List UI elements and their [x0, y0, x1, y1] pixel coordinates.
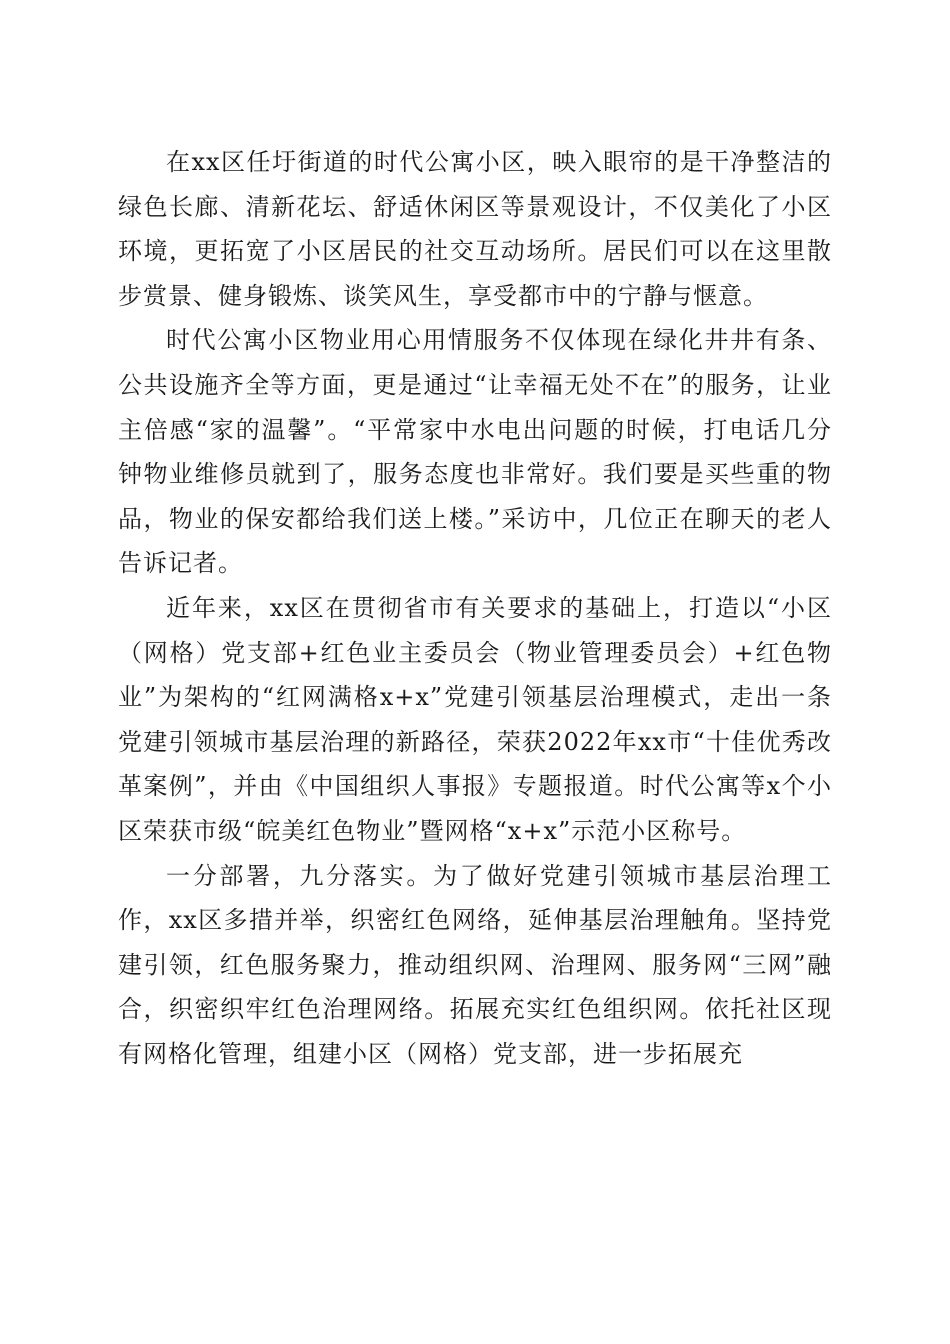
- document-body: [118, 140, 832, 1076]
- paragraph-3: 近年来，xx区在贯彻省市有关要求的基础上，打造以“小区（网格）党支部+红色业主委员会（物业管理委员会）+红色物业”为架构的“红网满格x+x”党建引领基层治理模式，走出一条党建引领城市基层治理的新路径，荣获2022年xx市“十佳优秀改革案例”，并由《中国组织人事报》专题报道。时代公寓等x个小区荣获市级“皖美红色物业”暨网格“x+x”示范小区称号。: [118, 593, 832, 845]
- paragraph-1: 在xx区任圩街道的时代公寓小区，映入眼帘的是干净整洁的绿色长廊、清新花坛、舒适休闲区等景观设计，不仅美化了小区环境，更拓宽了小区居民的社交互动场所。居民们可以在这里散步赏景、健身锻炼、谈笑风生，享受都市中的宁静与惬意。: [118, 148, 832, 310]
- paragraph-4: 一分部署，九分落实。为了做好党建引领城市基层治理工作，xx区多措并举，织密红色网络，延伸基层治理触角。坚持党建引领，红色服务聚力，推动组织网、治理网、服务网“三网”融合，织密织牢红色治理网络。拓展充实红色组织网。依托社区现有网格化管理，组建小区（网格）党支部，进一步拓展充: [118, 861, 832, 1068]
- paragraph-2: 时代公寓小区物业用心用情服务不仅体现在绿化井井有条、公共设施齐全等方面，更是通过“让幸福无处不在”的服务，让业主倍感“家的温馨”。“平常家中水电出问题的时候，打电话几分钟物业维修员就到了，服务态度也非常好。我们要是买些重的物品，物业的保安都给我们送上楼。”采访中，几位正在聊天的老人告诉记者。: [118, 326, 832, 578]
